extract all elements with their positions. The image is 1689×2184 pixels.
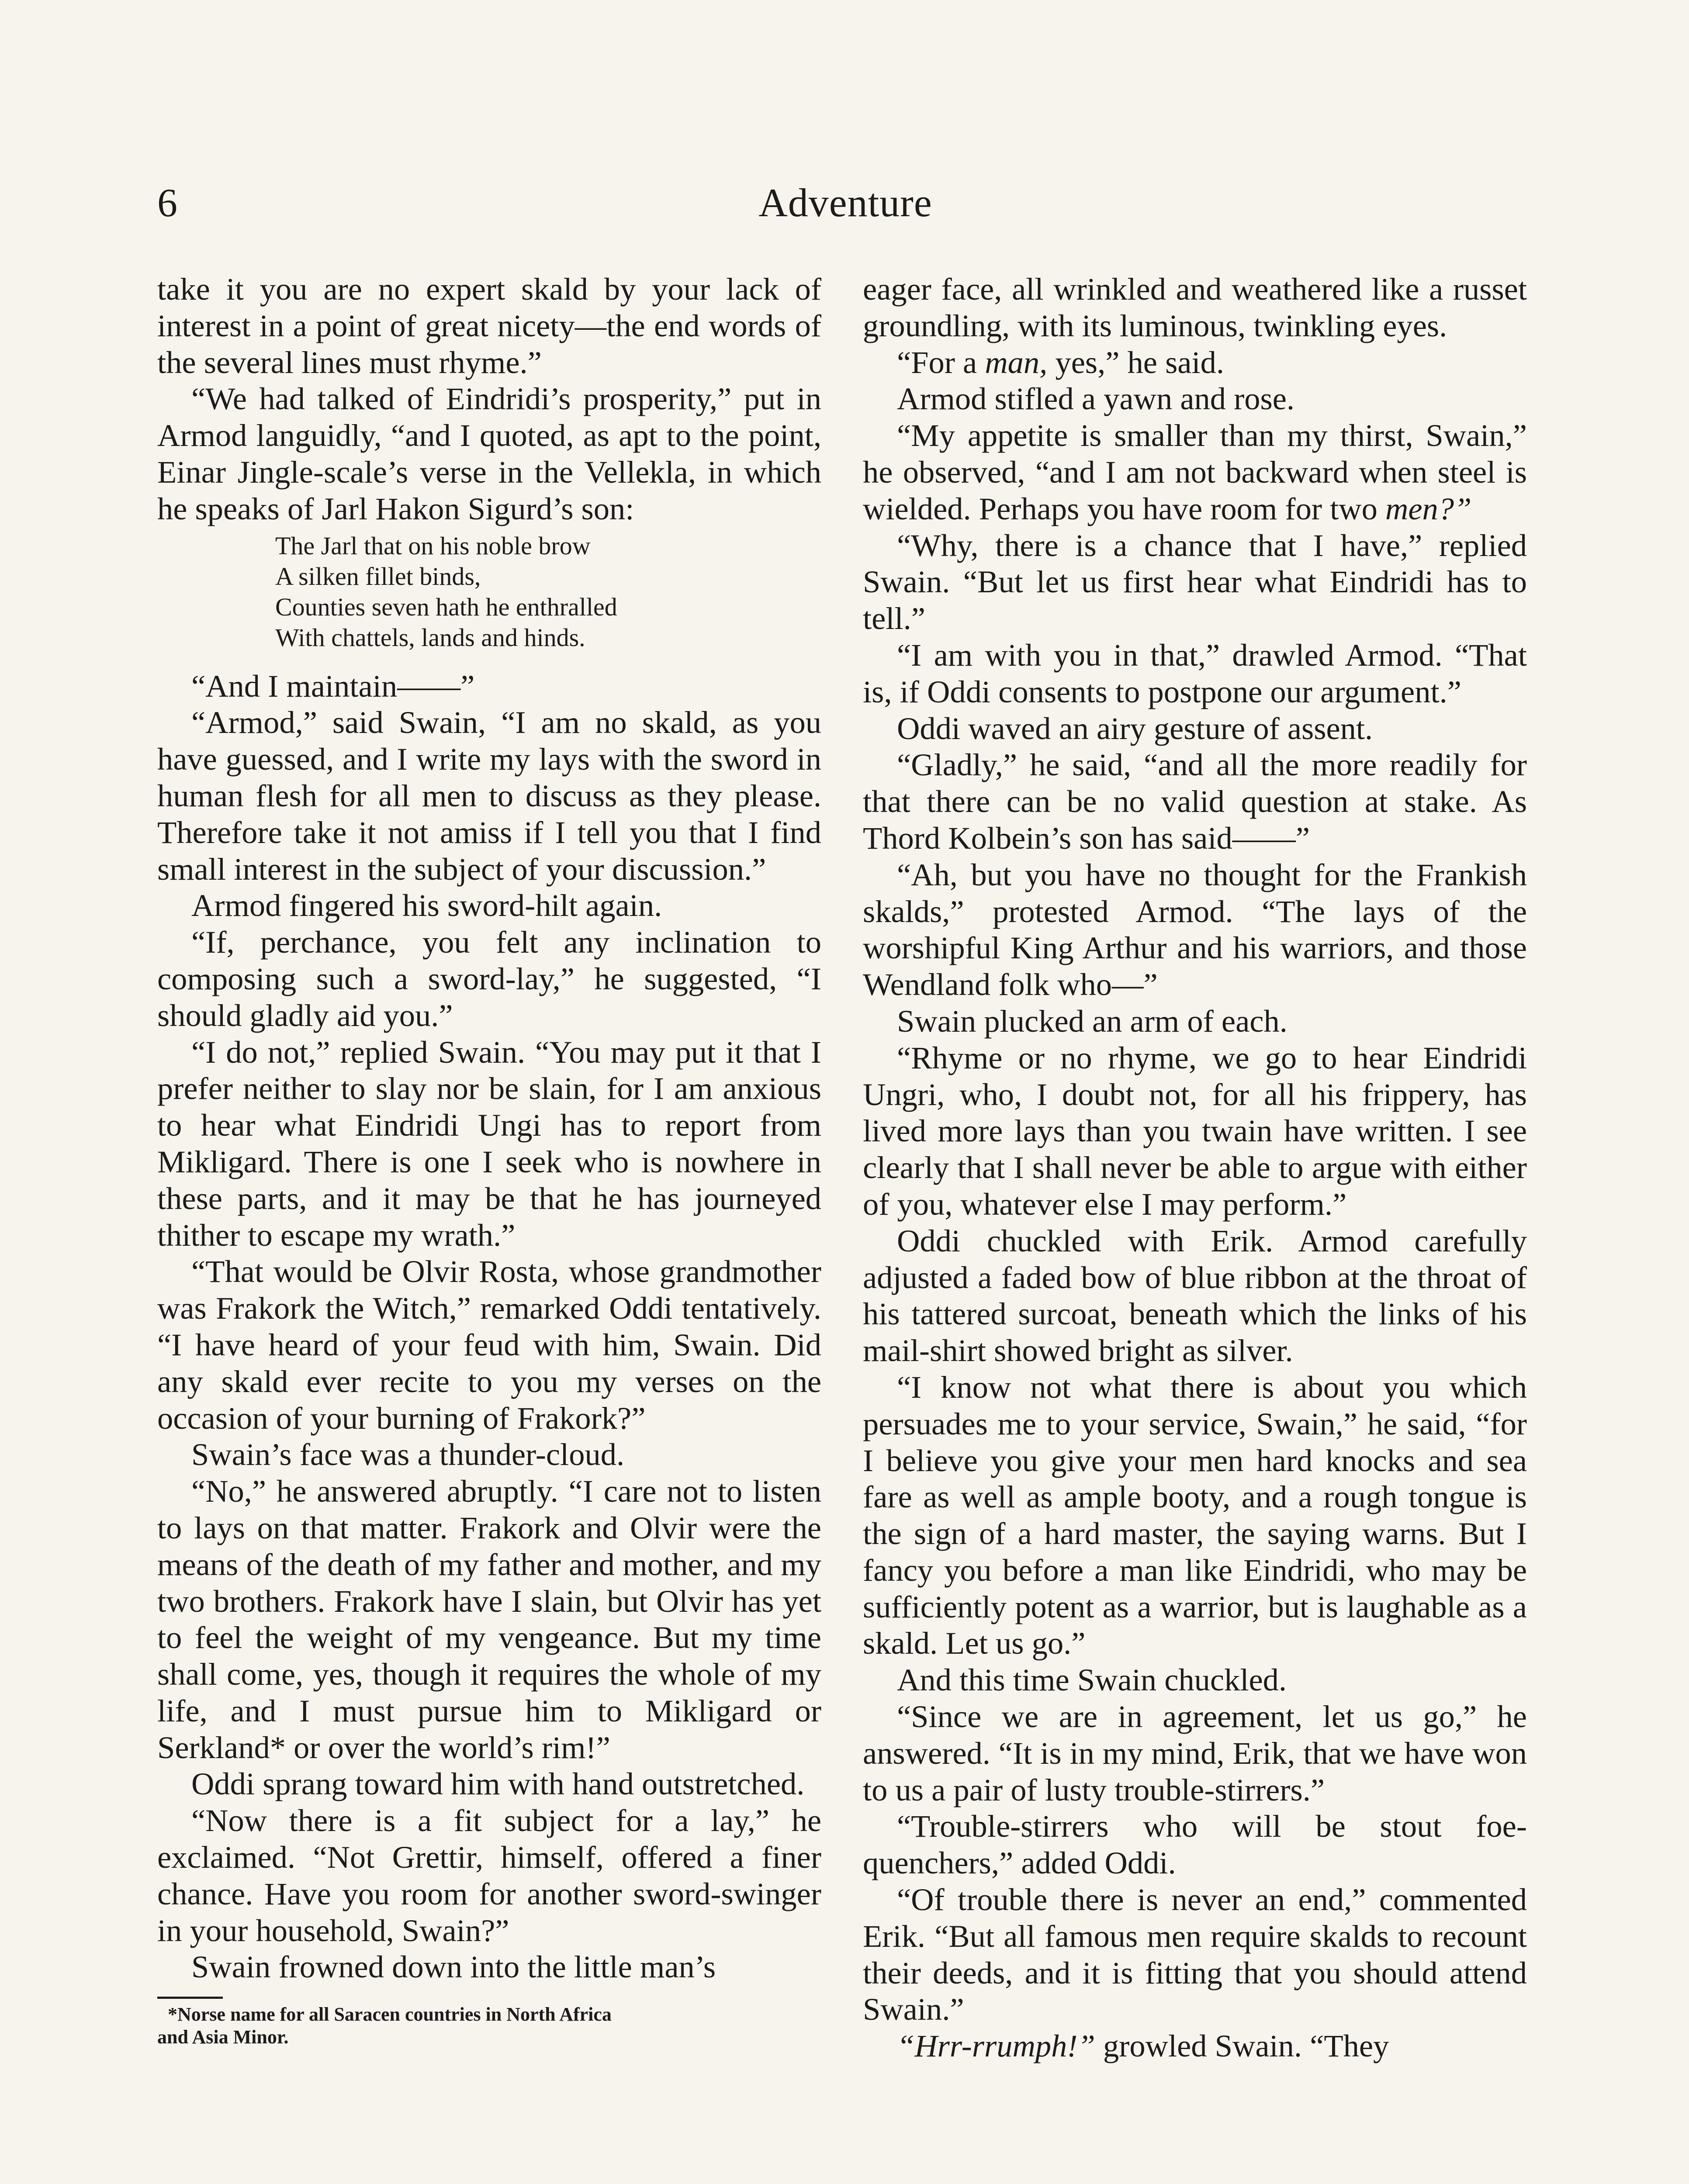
paragraph: “Ah, but you have no thought for the Frankish skalds,” protested Armod. “The lays of the worshipful King Arthur and his warriors, and those Wendland folk who—” xyxy=(863,857,1527,1002)
paragraph: “Gladly,” he said, “and all the more readily for that there can be no valid question at stake. As Thord Kolbein’s son has said——” xyxy=(863,747,1527,856)
paragraph: Armod stifled a yawn and rose. xyxy=(897,381,1295,417)
paragraph: “I do not,” replied Swain. “You may put it that I prefer neither to slay nor be slain, for I am anxious to hear what Eindridi Ungi has to report from Mikligard. There is one I seek who is nowhere in these parts, and it may be that he has journeyed thither to escape my wrath.” xyxy=(157,1034,821,1253)
verse-line: Counties seven hath he enthralled xyxy=(275,592,617,621)
paragraph xyxy=(863,2028,1527,2064)
paragraph: “Armod,” said Swain, “I am no skald, as you have guessed, and I write my lays with the sword in human flesh for all men to discuss as they please. Therefore take it not amiss if I tell you that I find small interest in the subject of your discussion.” xyxy=(157,705,821,887)
paragraph: Oddi chuckled with Erik. Armod carefully adjusted a faded bow of blue ribbon at the throat of his tattered surcoat, beneath which the links of his mail-shirt showed bright as silver. xyxy=(863,1223,1527,1368)
paragraph xyxy=(863,417,1527,527)
paragraph: Oddi waved an airy gesture of assent. xyxy=(897,710,1373,746)
paragraph: “That would be Olvir Rosta, whose grandmother was Frakork the Witch,” remarked Oddi tentatively. “I have heard of your feud with him, Swain. Did any skald ever recite to you my verses on the occasion of your burning of Frakork?” xyxy=(157,1254,821,1436)
paragraph: eager face, all wrinkled and weathered like a russet groundling, with its luminous, twinkling eyes. xyxy=(863,271,1527,343)
paragraph: “Why, there is a chance that I have,” replied Swain. “But let us first hear what Eindridi has to tell.” xyxy=(863,527,1527,636)
paragraph: “Of trouble there is never an end,” commented Erik. “But all famous men require skalds to recount their deeds, and it is fitting that you should attend Swain.” xyxy=(863,1882,1527,2027)
paragraph: “No,” he answered abruptly. “I care not to listen to lays on that matter. Frakork and Olvir were the means of the death of my father and mother, and my two brothers. Frakork have I slain, but Olvir has yet to feel the weight of my vengeance. But my time shall come, yes, though it requires the whole of my life, and I must pursue him to Mikligard or Serkland* or over the world’s rim!” xyxy=(157,1473,821,1765)
verse-block xyxy=(157,531,821,653)
verse-line: With chattels, lands and hinds. xyxy=(275,623,585,652)
paragraph: Swain frowned down into the little man’s xyxy=(191,1949,716,1985)
paragraph: Armod fingered his sword-hilt again. xyxy=(191,888,662,923)
paragraph: “I know not what there is about you which persuades me to your service, Swain,” he said, “for I believe you give your men hard knocks and sea fare as well as ample booty, and a rough tongue is the sign of a hard master, the saying warns. But I fancy you before a man like Eindridi, who may be sufficiently potent as a warrior, but is laughable as a skald. Let us go.” xyxy=(863,1369,1527,1661)
verse-line: The Jarl that on his noble brow xyxy=(275,531,591,560)
footnote xyxy=(157,2003,821,2049)
paragraph: Oddi sprang toward him with hand outstretched. xyxy=(191,1766,805,1802)
italic-run: man, xyxy=(985,344,1048,380)
paragraph: “We had talked of Eindridi’s prosperity,” put in Armod languidly, “and I quoted, as apt to the point, Einar Jingle-scale’s verse in the Vellekla, in which he speaks of Jarl Hakon Sigurd’s son: xyxy=(157,381,821,526)
paragraph xyxy=(863,344,1527,381)
italic-run: men?” xyxy=(1385,491,1472,526)
italic-run: “Hrr-rrumph!” xyxy=(897,2028,1095,2064)
paragraph: Swain plucked an arm of each. xyxy=(897,1003,1288,1039)
paragraph: take it you are no expert skald by your lack of interest in a point of great nicety—the end words of the several lines must rhyme.” xyxy=(157,271,821,380)
paragraph: “Trouble-stirrers who will be stout foe-quenchers,” added Oddi. xyxy=(863,1808,1527,1881)
paragraph: “I am with you in that,” drawled Armod. “That is, if Oddi consents to postpone our argument.” xyxy=(863,637,1527,709)
text-run: growled Swain. “They xyxy=(1095,2028,1389,2064)
paragraph: And this time Swain chuckled. xyxy=(897,1662,1287,1698)
left-column xyxy=(157,271,821,2049)
footnote-line: and Asia Minor. xyxy=(157,2026,289,2048)
paragraph: “And I maintain——” xyxy=(191,668,475,704)
paragraph: “Now there is a fit subject for a lay,” he exclaimed. “Not Grettir, himself, offered a finer chance. Have you room for another sword-swinger in your household, Swain?” xyxy=(157,1803,821,1948)
paragraph: “Since we are in agreement, let us go,” he answered. “It is in my mind, Erik, that we have won to us a pair of lusty trouble-stirrers.” xyxy=(863,1699,1527,1807)
footnote-line: *Norse name for all Saracen countries in North Africa xyxy=(168,2004,612,2025)
page-number: 6 xyxy=(157,180,177,225)
paragraph: “If, perchance, you felt any inclination to composing such a sword-lay,” he suggested, “I should gladly aid you.” xyxy=(157,924,821,1033)
page-header xyxy=(157,176,1533,238)
verse-line: A silken fillet binds, xyxy=(275,562,481,591)
right-column xyxy=(863,271,1527,2064)
paragraph: Swain’s face was a thunder-cloud. xyxy=(191,1437,625,1472)
text-run: “For a xyxy=(897,344,985,380)
text-run: “My appetite is smaller than my thirst, Swain,” he observed, “and I am not backward when steel is wielded. Perhaps you have room for two xyxy=(863,418,1527,526)
footnote-rule xyxy=(157,1997,223,1999)
text-run: yes,” he said. xyxy=(1047,344,1224,380)
magazine-title: Adventure xyxy=(758,180,932,225)
paragraph: “Rhyme or no rhyme, we go to hear Eindridi Ungri, who, I doubt not, for all his frippery, has lived more lays than you twain have written. I see clearly that I shall never be able to argue with either of you, whatever else I may perform.” xyxy=(863,1040,1527,1222)
